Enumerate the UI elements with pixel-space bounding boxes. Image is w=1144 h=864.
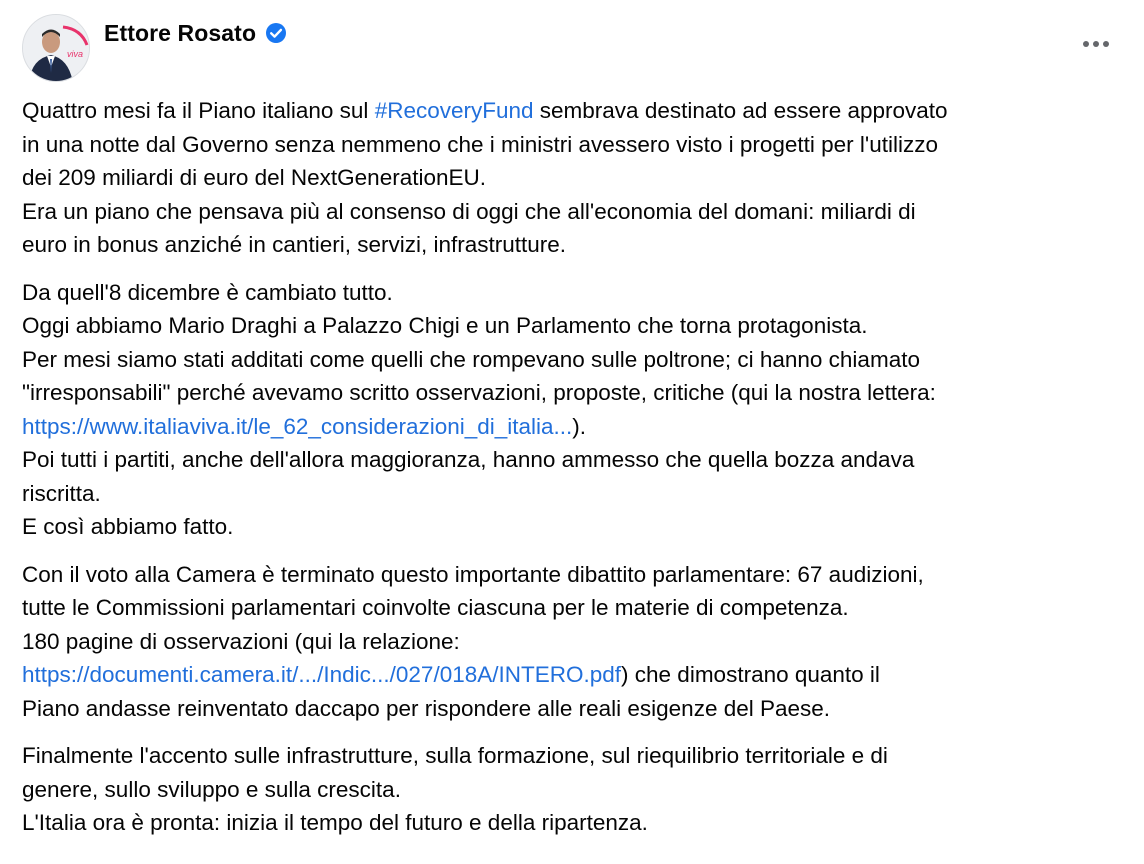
text-segment: ) che dimostrano quanto il xyxy=(621,662,880,687)
text-line: "irresponsabili" perché avevamo scritto osservazioni, proposte, critiche (qui la nostra lettera: xyxy=(22,380,936,405)
italiaviva-letter-link[interactable]: https://www.italiaviva.it/le_62_considerazioni_di_italia... xyxy=(22,413,573,439)
text-line: 180 pagine di osservazioni (qui la relazione: xyxy=(22,628,460,654)
text-line: Piano andasse reinventato daccapo per rispondere alle reali esigenze del Paese. xyxy=(22,695,831,721)
text-line: Poi tutti i partiti, anche dell'allora maggioranza, hanno ammesso che quella bozza andava xyxy=(22,447,915,472)
text-line: genere, sullo sviluppo e sulla crescita. xyxy=(22,776,401,802)
text-line: riscritta. xyxy=(22,480,101,506)
author-name[interactable]: Ettore Rosato xyxy=(104,19,257,46)
text-segment: ). xyxy=(572,413,587,439)
avatar[interactable] xyxy=(22,14,90,82)
avatar-photo xyxy=(23,15,90,82)
paragraph-3 xyxy=(22,558,1132,726)
text-line xyxy=(22,658,1132,692)
more-options-button[interactable] xyxy=(1076,30,1116,58)
camera-report-link[interactable]: https://documenti.camera.it/.../Indic.../027/018A/INTERO.pdf xyxy=(22,662,622,687)
text-line: Era un piano che pensava più al consenso di oggi che all'economia del domani: miliardi di xyxy=(22,198,916,224)
more-options-icon xyxy=(1083,41,1089,47)
more-options-icon xyxy=(1103,41,1109,47)
text-line: dei 209 miliardi di euro del NextGenerationEU. xyxy=(22,165,486,190)
text-line: in una notte dal Governo senza nemmeno che i ministri avessero visto i progetti per l'utilizzo xyxy=(22,131,938,157)
paragraph-2 xyxy=(22,276,1132,544)
verified-badge-icon xyxy=(265,22,287,44)
text-line: Da quell'8 dicembre è cambiato tutto. xyxy=(22,279,393,305)
paragraph-1 xyxy=(22,94,1132,262)
hashtag-link[interactable]: #RecoveryFund xyxy=(374,98,534,123)
text-segment: sembrava destinato ad essere approvato xyxy=(533,98,948,123)
text-line: Oggi abbiamo Mario Draghi a Palazzo Chigi e un Parlamento che torna protagonista. xyxy=(22,313,868,338)
author-row xyxy=(104,18,287,48)
post-body xyxy=(22,94,1132,854)
text-segment: Quattro mesi fa il Piano italiano sul xyxy=(22,98,375,123)
text-line: E così abbiamo fatto. xyxy=(22,514,234,539)
text-line xyxy=(22,94,1132,128)
text-line: L'Italia ora è pronta: inizia il tempo del futuro e della ripartenza. xyxy=(22,810,648,835)
text-line xyxy=(22,410,1132,444)
svg-text:viva: viva xyxy=(67,49,84,59)
text-line: tutte le Commissioni parlamentari coinvolte ciascuna per le materie di competenza. xyxy=(22,595,849,620)
post-header xyxy=(22,14,1122,84)
paragraph-4 xyxy=(22,739,1132,840)
more-options-icon xyxy=(1093,41,1099,47)
text-line: Finalmente l'accento sulle infrastrutture, sulla formazione, sul riequilibrio territoriale e di xyxy=(22,743,888,768)
text-line: Per mesi siamo stati additati come quelli che rompevano sulle poltrone; ci hanno chiamato xyxy=(22,346,920,372)
text-line: Con il voto alla Camera è terminato questo importante dibattito parlamentare: 67 audizioni, xyxy=(22,561,924,587)
text-line: euro in bonus anziché in cantieri, servizi, infrastrutture. xyxy=(22,232,567,257)
